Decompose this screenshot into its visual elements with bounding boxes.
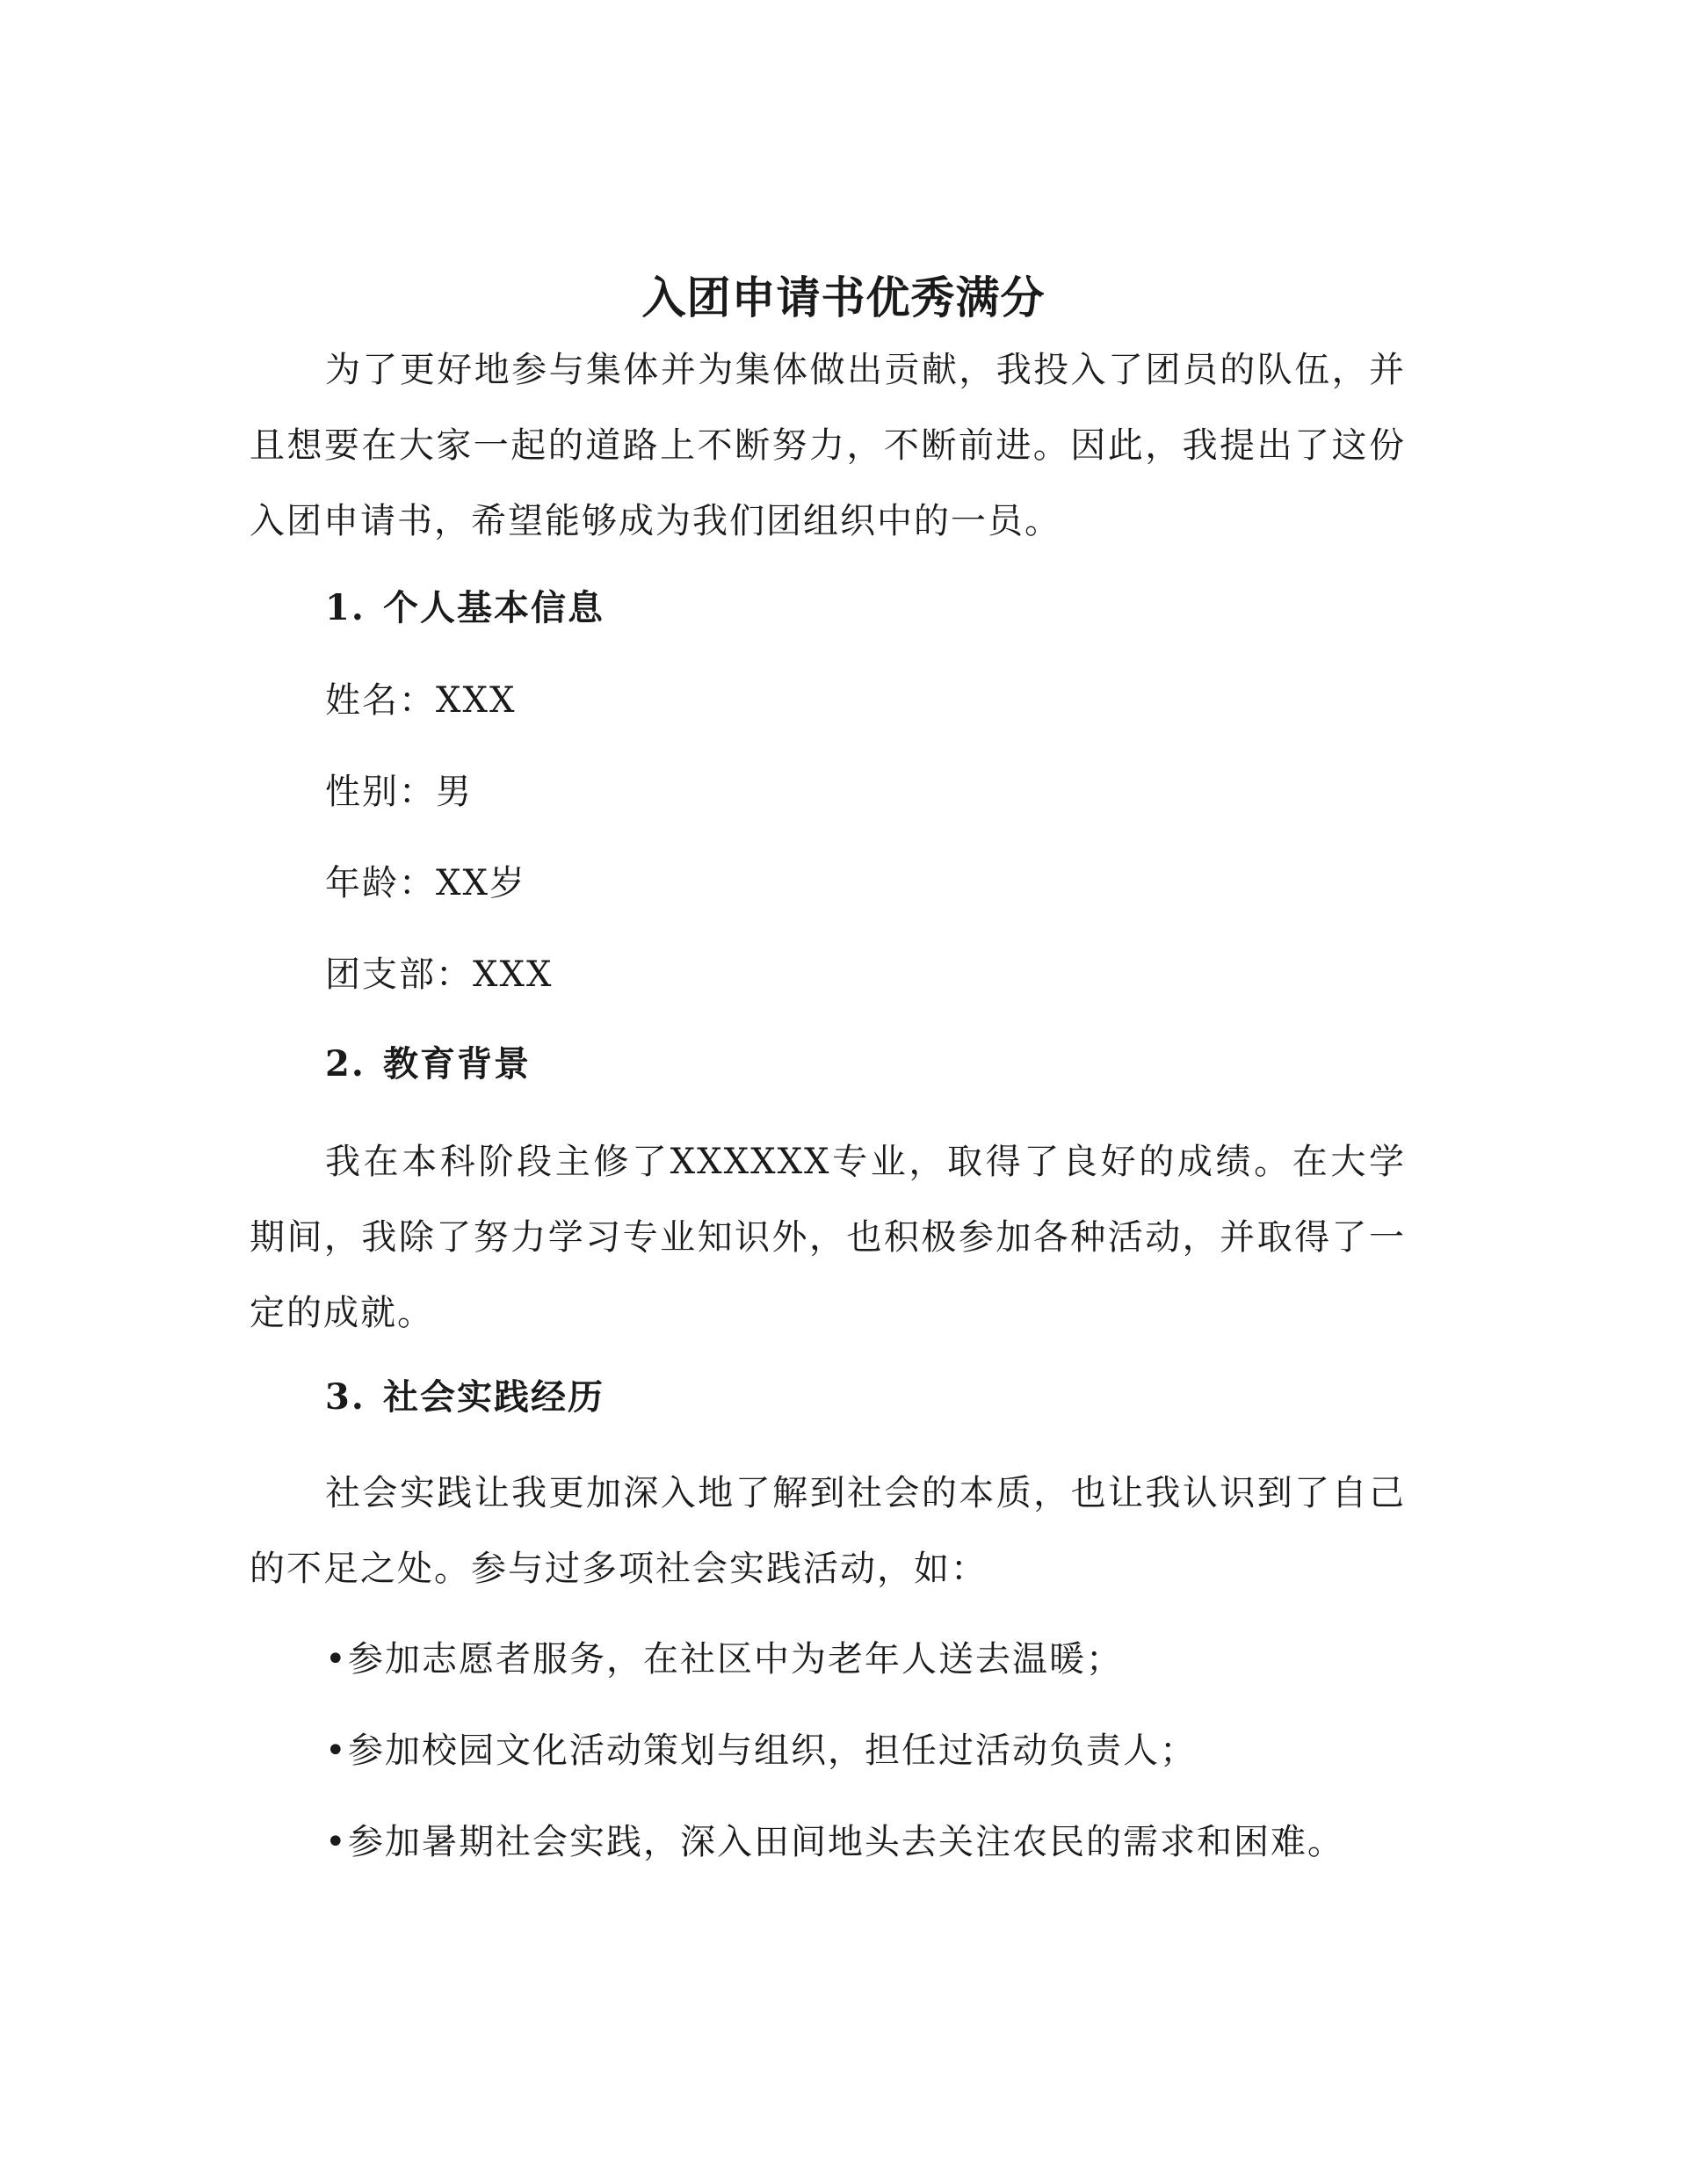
document-title: 入团申请书优秀满分 <box>641 272 1046 323</box>
list-item <box>325 1816 1344 1868</box>
field-branch: 团支部：XXX <box>325 954 554 995</box>
list-item-text: 参加暑期社会实践，深入田间地头去关注农民的需求和困难。 <box>348 1822 1344 1862</box>
section-heading-personal-info <box>325 582 605 635</box>
list-item <box>325 1724 1197 1777</box>
section-number: 3. <box>325 1376 366 1418</box>
list-item-text: 参加志愿者服务，在社区中为老年人送去温暖； <box>348 1639 1123 1680</box>
section-heading-social-practice <box>325 1371 605 1424</box>
social-practice-paragraph: 社会实践让我更加深入地了解到社会的本质，也让我认识到了自己的不足之处。参与过多项社会实践活动，如： <box>250 1473 1406 1589</box>
section-number: 2. <box>325 1043 366 1085</box>
bullet-icon: • <box>325 1639 348 1680</box>
list-item <box>325 1633 1123 1686</box>
intro-paragraph: 为了更好地参与集体并为集体做出贡献，我投入了团员的队伍，并且想要在大家一起的道路上不断努力，不断前进。因此，我提出了这份入团申请书，希望能够成为我们团组织中的一员。 <box>250 350 1406 541</box>
field-gender: 性别：男 <box>325 772 473 812</box>
bullet-icon: • <box>325 1822 348 1862</box>
field-age: 年龄：XX岁 <box>325 863 526 903</box>
section-title: 教育背景 <box>383 1043 531 1085</box>
section-title: 个人基本信息 <box>383 587 605 628</box>
bullet-icon: • <box>325 1731 348 1771</box>
section-title: 社会实践经历 <box>383 1376 605 1418</box>
section-number: 1. <box>325 587 366 628</box>
education-paragraph: 我在本科阶段主修了XXXXXX专业，取得了良好的成绩。在大学期间，我除了努力学习专业知识外，也积极参加各种活动，并取得了一定的成就。 <box>250 1142 1406 1333</box>
section-heading-education <box>325 1038 531 1091</box>
field-name: 姓名：XXX <box>325 680 517 721</box>
list-item-text: 参加校园文化活动策划与组织，担任过活动负责人； <box>348 1731 1197 1771</box>
